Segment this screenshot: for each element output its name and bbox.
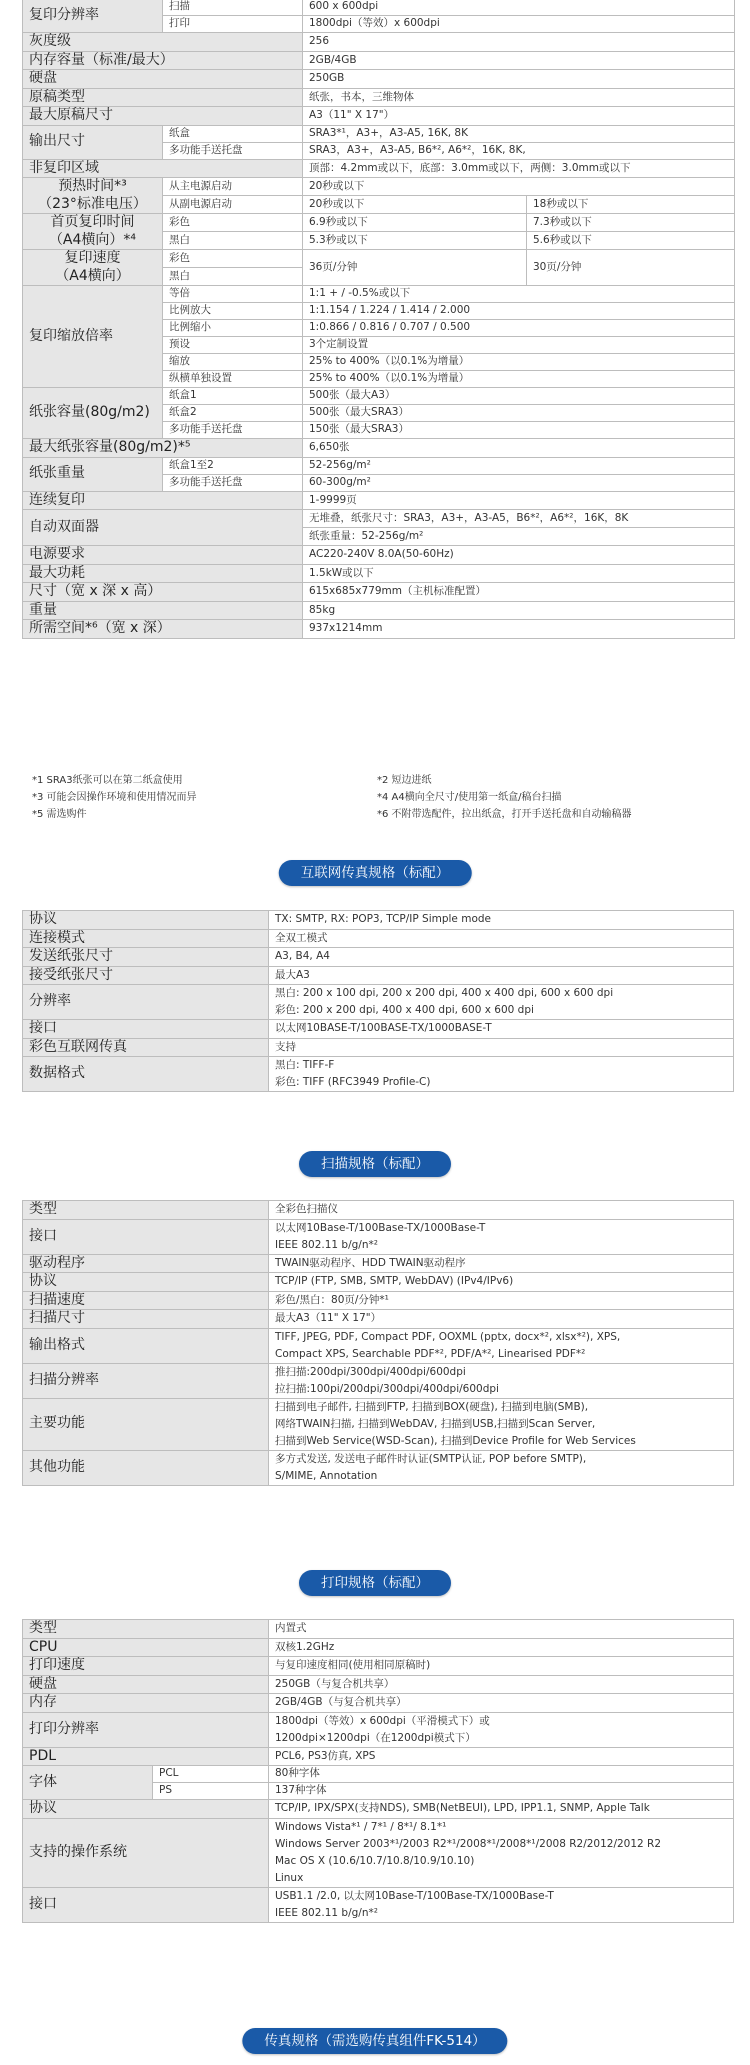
spec-value-alt: 7.3秒或以下: [527, 214, 735, 232]
spec-line: 黑白: 200 x 100 dpi, 200 x 200 dpi, 400 x 400 dpi, 600 x 600 dpi: [275, 987, 614, 999]
spec-line: Compact XPS, Searchable PDF*², PDF/A*², Linearised PDF*²: [275, 1347, 586, 1360]
spec-value: [269, 1254, 734, 1273]
sub-label: 多功能手送托盘: [163, 474, 303, 491]
spec-value: 1:1 + / -0.5%或以下: [303, 286, 735, 303]
section-title-internet-fax: 互联网传真规格（标配）: [279, 860, 472, 886]
spec-value: 25% to 400%（以0.1%为增量）: [303, 354, 735, 371]
sub-label: PS: [153, 1783, 269, 1800]
spec-value: 6.9秒或以下: [303, 214, 527, 232]
spec-label: 发送纸张尺寸: [23, 948, 269, 967]
copy-spec-table: [22, 0, 735, 639]
spec-value-alt: 18秒或以下: [527, 196, 735, 214]
spec-line: 1800dpi（等效）x 600dpi（平滑模式下）或: [275, 1714, 490, 1727]
spec-value: [269, 1887, 734, 1922]
spec-value: 250GB: [303, 70, 735, 89]
spec-line: PCL6, PS3仿真, XPS: [275, 1749, 376, 1762]
sub-label: PCL: [153, 1766, 269, 1783]
spec-line: 双核1.2GHz: [275, 1640, 335, 1653]
spec-value: A3（11" X 17"）: [303, 107, 735, 126]
duplex-label: 自动双面器: [23, 510, 303, 546]
spec-label: 扫描尺寸: [23, 1310, 269, 1329]
section-title-print: 打印规格（标配）: [299, 1570, 451, 1596]
spec-value: [269, 1450, 734, 1485]
spec-value: 600 x 600dpi: [303, 0, 735, 16]
spec-value: [269, 911, 734, 930]
spec-label: 接口: [23, 1020, 269, 1039]
spec-value: 1:1.154 / 1.224 / 1.414 / 2.000: [303, 303, 735, 320]
sub-label: 纸盒: [163, 125, 303, 142]
spec-line: Windows Server 2003*¹/2003 R2*¹/2008*¹/2008*¹/2008 R2/2012/2012 R2: [275, 1837, 662, 1850]
spec-label: 支持的操作系统: [23, 1818, 269, 1887]
spec-line: 全双工模式: [275, 931, 328, 944]
spec-label: 分辨率: [23, 985, 269, 1020]
spec-label: 扫描分辨率: [23, 1363, 269, 1398]
sub-label: 多功能手送托盘: [163, 422, 303, 439]
weight-label: 重量: [23, 601, 303, 620]
spec-value: [269, 1310, 734, 1329]
spec-value: 85kg: [303, 601, 735, 620]
spec-line: Windows Vista*¹ / 7*¹ / 8*¹/ 8.1*¹: [275, 1820, 447, 1833]
spec-value: 1:0.866 / 0.816 / 0.707 / 0.500: [303, 320, 735, 337]
spec-value: [269, 1638, 734, 1657]
spec-label: 协议: [23, 1800, 269, 1819]
copy-speed-label: [23, 250, 163, 286]
space-label: 所需空间*⁶（宽 x 深）: [23, 620, 303, 639]
spec-line: TCP/IP, IPX/SPX(支持NDS), SMB(NetBEUI), LPD, IPP1.1, SNMP, Apple Talk: [275, 1802, 650, 1815]
spec-value: 6,650张: [303, 439, 735, 458]
spec-value: [269, 1219, 734, 1254]
spec-value: [269, 1038, 734, 1057]
spec-label: 硬盘: [23, 1675, 269, 1694]
spec-value: [269, 985, 734, 1020]
label-line: （A4横向）*⁴: [48, 231, 137, 248]
footnote: *3 可能会因操作环境和使用情况而异: [32, 792, 197, 803]
spec-line: 支持: [275, 1040, 296, 1053]
spec-value: [269, 1201, 734, 1220]
spec-line: 无堆叠，纸张尺寸：SRA3，A3+，A3-A5，B6*²，A6*²，16K，8K: [309, 512, 629, 524]
spec-label: 其他功能: [23, 1450, 269, 1485]
spec-label: CPU: [23, 1638, 269, 1657]
sub-label: 等倍: [163, 286, 303, 303]
section-title-fax-fk514: 传真规格（需选购传真组件FK-514）: [242, 2028, 507, 2054]
spec-value: [269, 1273, 734, 1292]
spec-label: 接口: [23, 1887, 269, 1922]
spec-line: TIFF, JPEG, PDF, Compact PDF, OOXML (pptx, docx*², xlsx*²), XPS,: [275, 1330, 621, 1343]
label-line: （23°标准电压）: [38, 195, 147, 212]
label-line: （A4横向）: [55, 267, 130, 284]
spec-line: A3, B4, A4: [275, 950, 330, 963]
spec-value: 150张（最大SRA3）: [303, 422, 735, 439]
spec-value: 256: [303, 33, 735, 52]
spec-value: 25% to 400%（以0.1%为增量）: [303, 371, 735, 388]
spec-label: 协议: [23, 1273, 269, 1292]
spec-value: [269, 1818, 734, 1887]
spec-value: 3个定制设置: [303, 337, 735, 354]
spec-value: [269, 1675, 734, 1694]
sub-label: 从副电源启动: [163, 196, 303, 214]
non-copy-area-label: 非复印区域: [23, 159, 303, 178]
zoom-label: 复印缩放倍率: [23, 286, 163, 388]
output-size-label: 输出尺寸: [23, 125, 163, 159]
sub-label: 多功能手送托盘: [163, 142, 303, 159]
spec-value: 36页/分钟: [303, 250, 527, 286]
spec-line: 与复印速度相同(使用相同原稿时): [275, 1659, 431, 1672]
sub-label: 纸盒1至2: [163, 457, 303, 474]
sub-label: 打印: [163, 16, 303, 33]
footnote-row: [32, 772, 722, 789]
sub-label: 黑白: [163, 232, 303, 250]
spec-value: [269, 1747, 734, 1766]
spec-value-alt: 30页/分钟: [527, 250, 735, 286]
spec-line: Linux: [275, 1871, 304, 1884]
sub-label: 彩色: [163, 250, 303, 268]
spec-line: 彩色: 200 x 200 dpi, 400 x 400 dpi, 600 x 600 dpi: [275, 1004, 534, 1016]
spec-line: 拉扫描:100pi/200dpi/300dpi/400dpi/600dpi: [275, 1382, 499, 1395]
footnote: *4 A4横向全尺寸/使用第一纸盒/稿台扫描: [377, 792, 562, 803]
footnote: *1 SRA3纸张可以在第二纸盒使用: [32, 775, 183, 786]
spec-value: 60-300g/m²: [303, 474, 735, 491]
max-power-label: 最大功耗: [23, 564, 303, 583]
footnote: *5 需选购件: [32, 809, 87, 820]
spec-line: 最大A3: [275, 968, 310, 981]
duplex-values: [303, 510, 735, 546]
spec-value: 1800dpi（等效）x 600dpi: [303, 16, 735, 33]
spec-value: [269, 948, 734, 967]
spec-value: 20秒或以下: [303, 178, 735, 196]
spec-label: 数据格式: [23, 1057, 269, 1092]
spec-line: 2GB/4GB（与复合机共享）: [275, 1696, 407, 1709]
spec-label: 类型: [23, 1620, 269, 1639]
spec-line: 扫描到电子邮件, 扫描到FTP, 扫描到BOX(硬盘), 扫描到电脑(SMB),: [275, 1400, 589, 1413]
spec-label: 打印速度: [23, 1657, 269, 1676]
spec-line: Mac OS X (10.6/10.7/10.8/10.9/10.10): [275, 1854, 475, 1867]
footnote-row: [32, 806, 722, 823]
sub-label: 黑白: [163, 268, 303, 286]
spec-value: 5.3秒或以下: [303, 232, 527, 250]
spec-line: USB1.1 /2.0, 以太网10Base-T/100Base-TX/1000Base-T: [275, 1889, 554, 1902]
spec-label: 协议: [23, 911, 269, 930]
spec-value: 500张（最大A3）: [303, 388, 735, 405]
spec-value: 615x685x779mm（主机标准配置）: [303, 583, 735, 602]
power-label: 电源要求: [23, 546, 303, 565]
spec-line: 网络TWAIN扫描, 扫描到WebDAV, 扫描到USB,扫描到Scan Server,: [275, 1417, 596, 1430]
footnote: *6 不附带选配件，拉出纸盒，打开手送托盘和自动输稿器: [377, 809, 632, 820]
spec-value: 20秒或以下: [303, 196, 527, 214]
spec-label: 输出格式: [23, 1328, 269, 1363]
spec-value: [269, 1363, 734, 1398]
internet-fax-table: [22, 910, 734, 1092]
spec-value: [269, 966, 734, 985]
spec-value: [269, 1620, 734, 1639]
spec-value: 2GB/4GB: [303, 51, 735, 70]
max-capacity-label: 最大纸张容量(80g/m2)*⁵: [23, 439, 303, 458]
label-line: 首页复印时间: [50, 214, 135, 230]
footnotes: [32, 772, 722, 823]
spec-label: 连接模式: [23, 929, 269, 948]
spec-line: 推扫描:200dpi/300dpi/400dpi/600dpi: [275, 1365, 466, 1378]
warmup-label: [23, 178, 163, 214]
spec-value: [269, 1694, 734, 1713]
spec-value: [269, 1057, 734, 1092]
spec-line: 以太网10Base-T/100Base-TX/1000Base-T: [275, 1221, 486, 1234]
spec-line: 纸张重量：52-256g/m²: [303, 527, 734, 545]
spec-line: 彩色/黑白：80页/分钟*¹: [275, 1293, 389, 1306]
spec-label: 扫描速度: [23, 1291, 269, 1310]
spec-line: 全彩色扫描仪: [275, 1203, 338, 1216]
spec-line: TX: SMTP, RX: POP3, TCP/IP Simple mode: [275, 913, 492, 926]
spec-line: 黑白: TIFF-F: [275, 1059, 335, 1071]
spec-value: 500张（最大SRA3）: [303, 405, 735, 422]
spec-value: [269, 1712, 734, 1747]
spec-line: IEEE 802.11 b/g/n*²: [275, 1238, 378, 1251]
spec-label: 类型: [23, 1201, 269, 1220]
spec-value: 80种字体: [269, 1766, 734, 1783]
sub-label: 纵横单独设置: [163, 371, 303, 388]
memory-label: 内存容量（标准/最大）: [23, 51, 303, 70]
dimensions-label: 尺寸（宽 x 深 x 高）: [23, 583, 303, 602]
spec-label: 接受纸张尺寸: [23, 966, 269, 985]
spec-line: 以太网10BASE-T/100BASE-TX/1000BASE-T: [275, 1022, 492, 1035]
spec-value: 纸张，书本，三维物体: [303, 88, 735, 107]
spec-label: 字体: [23, 1766, 153, 1800]
spec-label: 主要功能: [23, 1398, 269, 1450]
spec-value: [269, 1328, 734, 1363]
spec-value: [269, 1398, 734, 1450]
sub-label: 纸盒2: [163, 405, 303, 422]
spec-line: TCP/IP (FTP, SMB, SMTP, WebDAV) (IPv4/IPv6): [275, 1275, 514, 1288]
spec-value: AC220-240V 8.0A(50-60Hz): [303, 546, 735, 565]
spec-value: [269, 1657, 734, 1676]
spec-label: 接口: [23, 1219, 269, 1254]
spec-line: S/MIME, Annotation: [275, 1469, 378, 1482]
sub-label: 彩色: [163, 214, 303, 232]
continuous-label: 连续复印: [23, 491, 303, 510]
spec-line: 多方式发送, 发送电子邮件时认证(SMTP认证, POP before SMTP),: [275, 1452, 587, 1465]
spec-line: 扫描到Web Service(WSD-Scan), 扫描到Device Profile for Web Services: [275, 1434, 636, 1447]
footnote: *2 短边进纸: [377, 775, 432, 786]
spec-line: TWAIN驱动程序、HDD TWAIN驱动程序: [275, 1256, 466, 1269]
first-copy-label: [23, 214, 163, 250]
spec-value: [269, 1291, 734, 1310]
spec-value: [269, 929, 734, 948]
spec-label: PDL: [23, 1747, 269, 1766]
spec-value: 1-9999页: [303, 491, 735, 510]
sub-label: 比例放大: [163, 303, 303, 320]
footnote-row: [32, 789, 722, 806]
copy-resolution-label: 复印分辨率: [23, 0, 163, 33]
spec-label: 彩色互联网传真: [23, 1038, 269, 1057]
spec-value: 1.5kW或以下: [303, 564, 735, 583]
spec-value: [269, 1800, 734, 1819]
spec-value: SRA3，A3+，A3-A5, B6*², A6*²，16K, 8K,: [303, 142, 735, 159]
spec-value: 937x1214mm: [303, 620, 735, 639]
spec-value: [269, 1020, 734, 1039]
spec-value: SRA3*¹，A3+，A3-A5, 16K, 8K: [303, 125, 735, 142]
label-line: 预热时间*³: [58, 178, 127, 194]
label-line: 复印速度: [64, 250, 121, 266]
spec-line: 1200dpi×1200dpi（在1200dpi模式下）: [275, 1731, 476, 1744]
spec-label: 内存: [23, 1694, 269, 1713]
sub-label: 缩放: [163, 354, 303, 371]
sub-label: 比例缩小: [163, 320, 303, 337]
spec-value: 52-256g/m²: [303, 457, 735, 474]
spec-label: 打印分辨率: [23, 1712, 269, 1747]
spec-line: 彩色: TIFF (RFC3949 Profile-C): [275, 1076, 431, 1088]
sub-label: 预设: [163, 337, 303, 354]
spec-value: 顶部：4.2mm或以下，底部：3.0mm或以下，两侧：3.0mm或以下: [303, 159, 735, 178]
spec-line: 250GB（与复合机共享）: [275, 1677, 395, 1690]
sub-label: 纸盒1: [163, 388, 303, 405]
section-title-scan: 扫描规格（标配）: [299, 1151, 451, 1177]
sub-label: 从主电源启动: [163, 178, 303, 196]
spec-label: 驱动程序: [23, 1254, 269, 1273]
original-type-label: 原稿类型: [23, 88, 303, 107]
grayscale-label: 灰度级: [23, 33, 303, 52]
print-table: [22, 1619, 734, 1923]
sub-label: 扫描: [163, 0, 303, 16]
paper-weight-label: 纸张重量: [23, 457, 163, 491]
hdd-label: 硬盘: [23, 70, 303, 89]
paper-capacity-label: 纸张容量(80g/m2): [23, 388, 163, 439]
spec-value-alt: 5.6秒或以下: [527, 232, 735, 250]
max-original-label: 最大原稿尺寸: [23, 107, 303, 126]
spec-value: 137种字体: [269, 1783, 734, 1800]
spec-line: 最大A3（11" X 17"）: [275, 1312, 382, 1325]
scan-table: [22, 1200, 734, 1486]
spec-line: 内置式: [275, 1622, 307, 1635]
spec-line: IEEE 802.11 b/g/n*²: [275, 1906, 378, 1919]
